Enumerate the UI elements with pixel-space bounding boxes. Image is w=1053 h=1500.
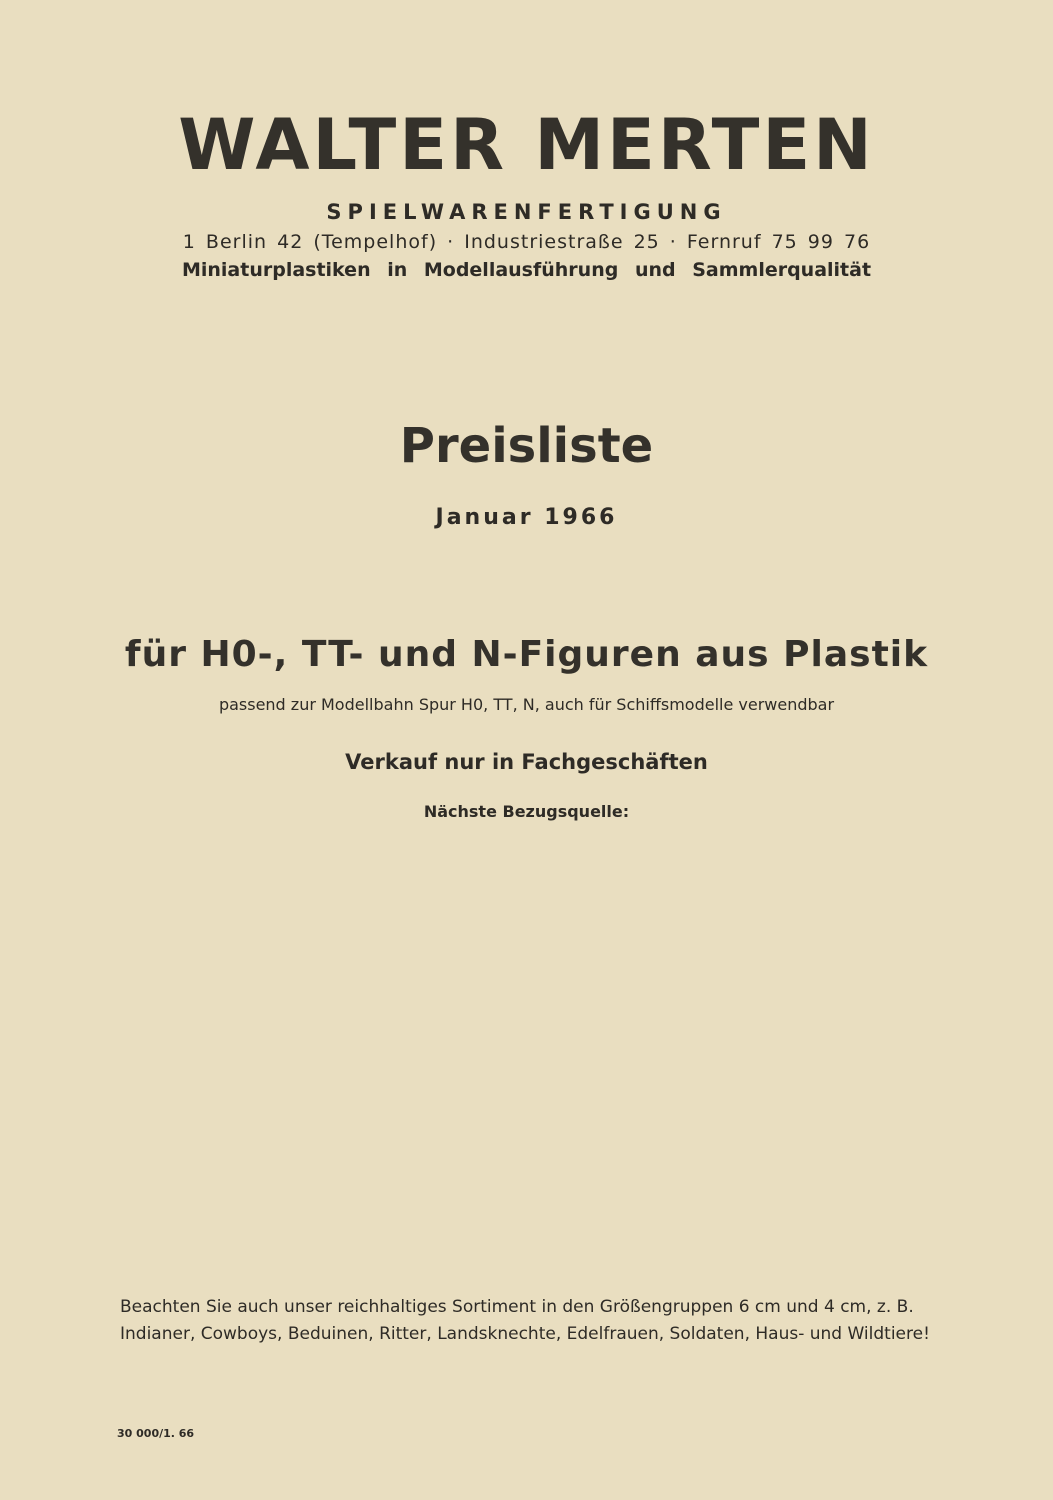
sales-note: Verkauf nur in Fachgeschäften: [345, 750, 708, 774]
product-headline: für H0-, TT- und N-Figuren aus Plastik: [124, 634, 929, 675]
company-tagline: Miniaturplastiken in Modellausführung und Sammlerqualität: [181, 259, 872, 281]
product-description: passend zur Modellbahn Spur H0, TT, N, auch für Schiffsmodelle verwendbar: [218, 695, 835, 714]
document-date: Januar 1966: [435, 505, 618, 530]
company-address: 1 Berlin 42 (Tempelhof) · Industriestraße 25 · Fernruf 75 99 76: [182, 231, 871, 253]
company-name: WALTER MERTEN: [178, 104, 875, 186]
print-code: 30 000/1. 66: [117, 1427, 195, 1440]
footer-note-line-2: Indianer, Cowboys, Beduinen, Ritter, Landsknechte, Edelfrauen, Soldaten, Haus- und Wildtiere!: [120, 1324, 930, 1344]
document-title: Preisliste: [399, 418, 654, 474]
supplier-label: Nächste Bezugsquelle:: [423, 802, 630, 821]
company-subtitle: SPIELWARENFERTIGUNG: [326, 200, 727, 224]
footer-note-line-1: Beachten Sie auch unser reichhaltiges Sortiment in den Größengruppen 6 cm und 4 cm, z. B.: [120, 1297, 914, 1317]
